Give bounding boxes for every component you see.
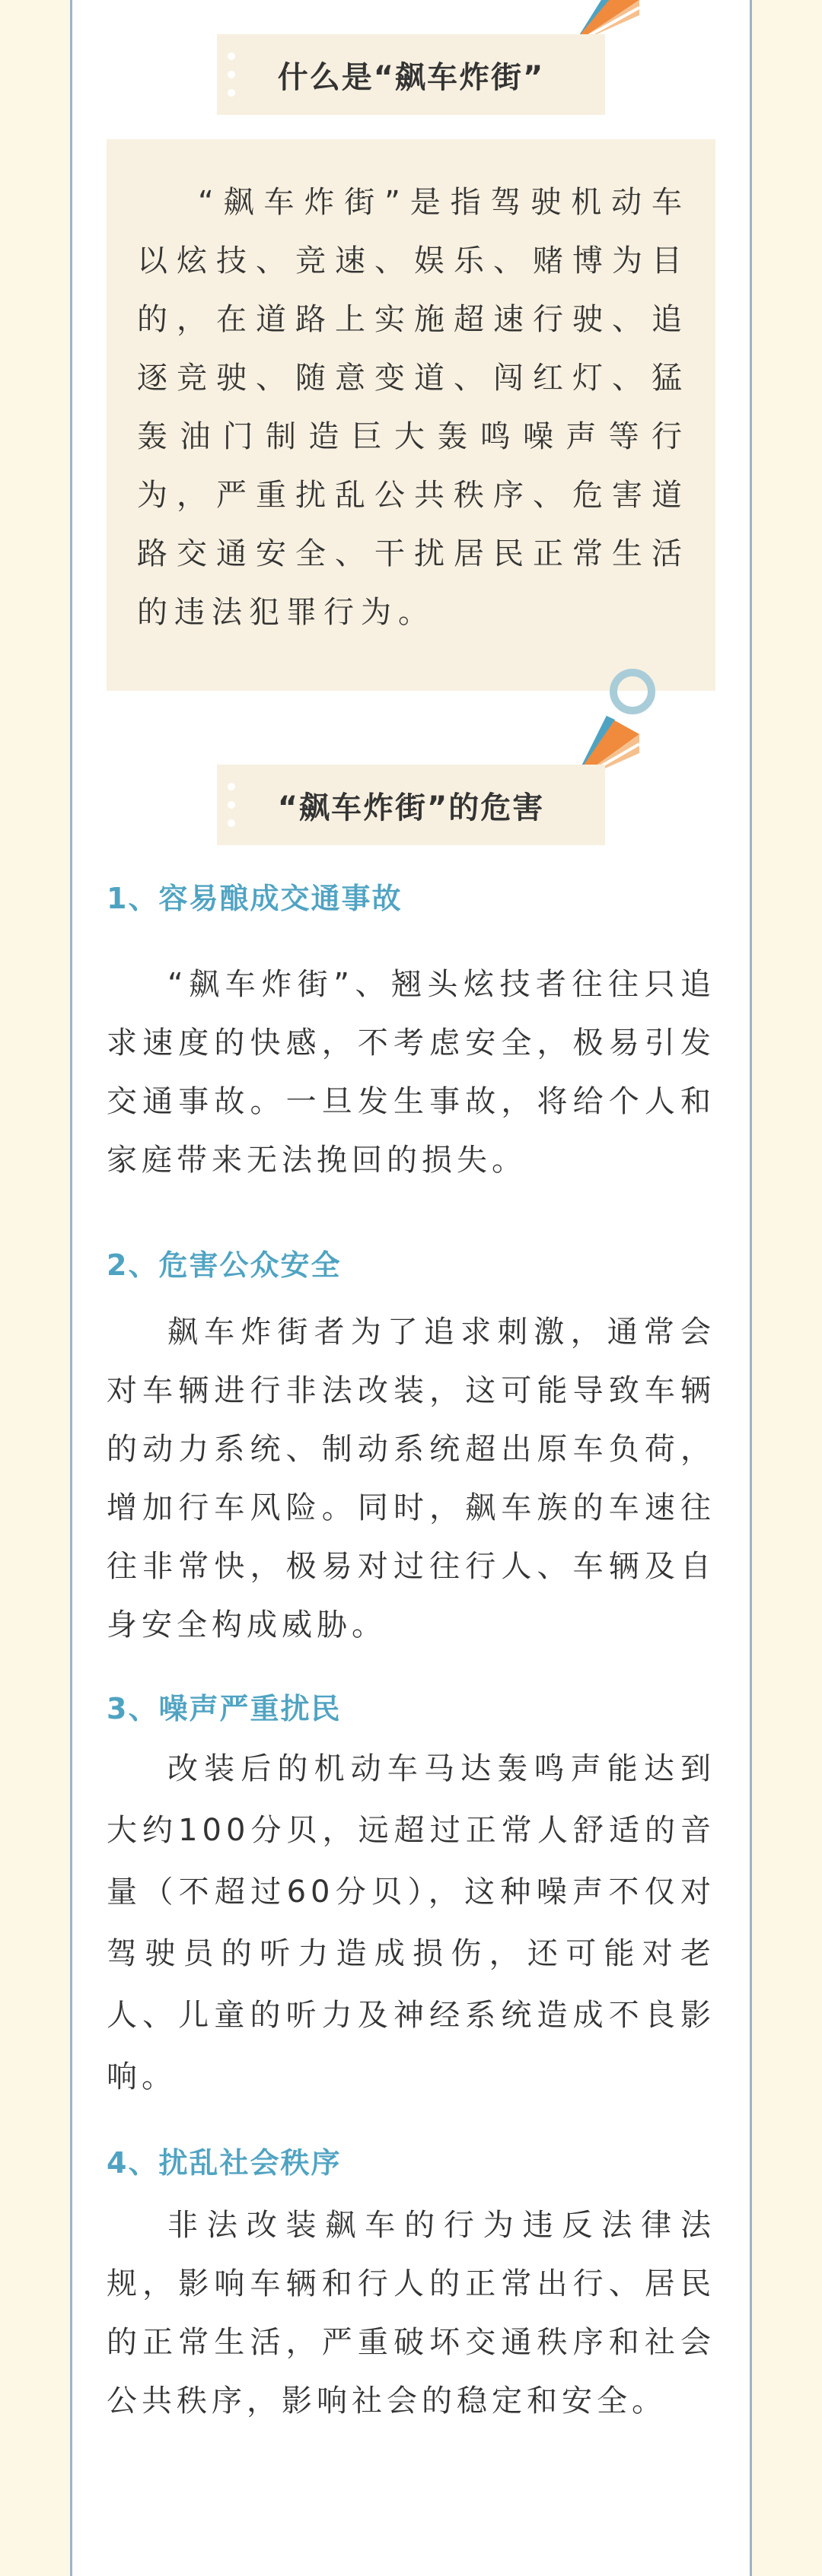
section-body-3: 改装后的机动车马达轰鸣声能达到大约100分贝，远超过正常人舒适的音量（不超过60分贝），这种噪声不仅对驾驶员的听力造成损伤，还可能对老人、儿童的听力及神经系统造成不良影响。: [107, 1751, 715, 2094]
section-title-1: 1、容易酿成交通事故: [107, 882, 403, 915]
section-body-1: “飙车炸街”、翘头炫技者往往只追求速度的快感，不考虑安全，极易引发交通事故。一旦发生事故，将给个人和家庭带来无法挽回的损失。: [107, 967, 715, 1178]
heading-text-2: “飙车炸街”的危害: [277, 790, 545, 825]
heading-text: 什么是“飙车炸街”: [277, 59, 545, 95]
heading-dots-icon-2: [228, 783, 235, 827]
section-title-2: 2、危害公众安全: [107, 1248, 342, 1282]
ring-decoration-icon: [607, 666, 658, 717]
definition-text: “飙车炸街”是指驾驶机动车以炫技、竞速、娱乐、赌博为目的，在道路上实施超速行驶、追逐竞驶、随意变道、闯红灯、猛轰油门制造巨大轰鸣噪声等行为，严重扰乱公共秩序、危害道路交通安全、干扰居民正常生活的违法犯罪行为。: [137, 185, 689, 630]
section-heading-hazards: [217, 765, 605, 845]
section-heading-definition: [217, 34, 605, 115]
section-title-4: 4、扰乱社会秩序: [107, 2146, 342, 2180]
heading-dots-icon: [228, 52, 235, 97]
section-body-2: 飙车炸街者为了追求刺激，通常会对车辆进行非法改装，这可能导致车辆的动力系统、制动系统超出原车负荷，增加行车风险。同时，飙车族的车速往往非常快，极易对过往行人、车辆及自身安全构成威胁。: [107, 1315, 715, 1643]
right-border-line: [750, 0, 752, 2576]
section-title-3: 3、噪声严重扰民: [107, 1692, 342, 1725]
section-body-4: 非法改装飙车的行为违反法律法规，影响车辆和行人的正常出行、居民的正常生活，严重破坏交通秩序和社会公共秩序，影响社会的稳定和安全。: [107, 2208, 715, 2419]
definition-box: [107, 139, 715, 691]
